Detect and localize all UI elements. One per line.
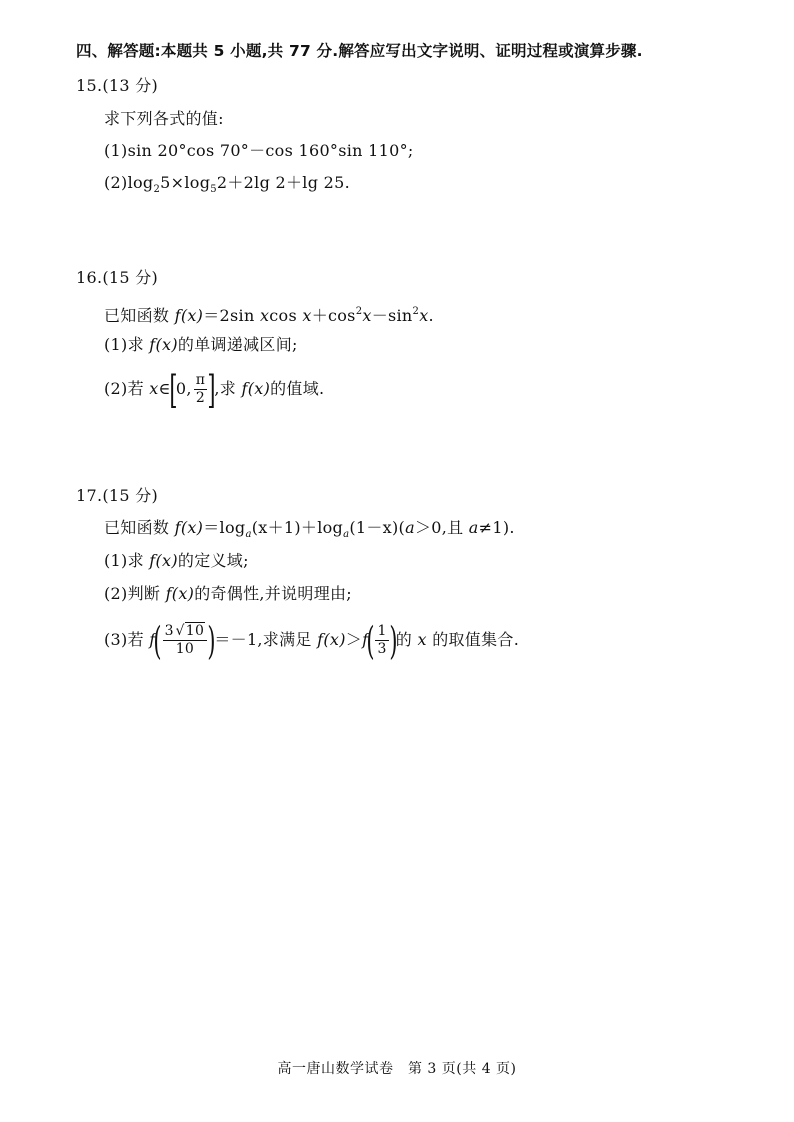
q15-part2-log: log — [127, 173, 154, 192]
fraction-numerator — [163, 623, 208, 641]
q17-number: 17.(15 分) — [76, 486, 159, 505]
q15-part1 — [104, 141, 414, 161]
q15-part2-label: (2) — [104, 173, 128, 192]
q15-part2-base2: 5 — [210, 184, 217, 195]
q17-intro-cond-end: ≠1). — [478, 518, 515, 537]
q16-intro-x: x — [259, 306, 270, 325]
q15-part2 — [104, 173, 350, 200]
q17-part3-fraction — [163, 623, 208, 658]
q17-intro — [104, 518, 515, 545]
q17-part3-left-paren: ( — [366, 618, 376, 663]
numerator-coefficient: 3 — [164, 623, 174, 639]
radicand: 10 — [185, 623, 205, 639]
q15-part2-rest: 2＋2lg 2＋lg 25. — [216, 173, 350, 192]
q17-part3-x: x — [417, 630, 427, 649]
q16-part2-f: f(x) — [241, 379, 271, 398]
fraction-denominator: 3 — [377, 641, 387, 657]
q17-part3-left-paren: ( — [153, 618, 163, 663]
q17-intro-eq: ＝log — [203, 518, 246, 537]
q17-intro-cond: ＞0,且 — [414, 518, 469, 537]
q17-intro-f: f(x) — [174, 518, 204, 537]
fraction-denominator: 10 — [175, 641, 195, 657]
q15-part1-expr: sin 20°cos 70°－cos 160°sin 110°; — [127, 141, 414, 160]
q17-intro-base: a — [245, 529, 252, 540]
q17-part3-gt: ＞ — [345, 630, 363, 649]
q16-intro-x: x — [302, 306, 312, 325]
q17-intro-base: a — [343, 529, 350, 540]
q16-intro-cos: cos — [269, 306, 303, 325]
q16-intro-exp: 2 — [412, 306, 420, 317]
q16-part2-right-bracket: ] — [207, 367, 216, 412]
q16-intro-exp: 2 — [355, 306, 363, 317]
q15-intro: 求下列各式的值: — [104, 109, 224, 128]
q17-part3-right-paren: ) — [389, 618, 398, 663]
q16-intro-text: 已知函数 — [104, 306, 175, 325]
q16-part2-left-bracket: [ — [169, 367, 178, 412]
q16-intro-eq: ＝2sin — [203, 306, 260, 325]
q17-part3-f: f — [362, 630, 369, 649]
q16-part2-mid: ,求 — [214, 379, 242, 398]
q16-part1-rest: 的单调递减区间; — [177, 335, 298, 354]
q16-number: 16.(15 分) — [76, 268, 159, 287]
sqrt-icon: √10 — [175, 623, 205, 639]
q17-intro-a: a — [405, 518, 415, 537]
fraction-numerator: π — [195, 372, 206, 388]
q17-part3-end: 的 — [395, 630, 418, 649]
q17-part1-f: f(x) — [149, 551, 178, 570]
q17-intro-arg1: (x＋1)＋log — [251, 518, 344, 537]
q15-part2-base1: 2 — [153, 184, 161, 195]
q16-part2-label: (2)若 — [104, 379, 150, 398]
q16-intro-x: x — [419, 306, 429, 325]
q16-intro-f: f(x) — [174, 306, 204, 325]
page-footer: 高一唐山数学试卷 第 3 页(共 4 页) — [277, 1061, 517, 1077]
q16-intro-minus-sin: －sin — [371, 306, 413, 325]
q15-part2-mid: 5×log — [160, 173, 211, 192]
q16-part2-rest: 的值域. — [270, 379, 325, 398]
q17-part2-f: f(x) — [165, 584, 195, 603]
section-header: 四、解答题:本题共 5 小题,共 77 分.解答应写出文字说明、证明过程或演算步骤. — [76, 42, 643, 60]
q15-number: 15.(13 分) — [76, 76, 159, 95]
q16-part2-fraction — [194, 372, 208, 407]
q17-part3-rest: 的取值集合. — [426, 630, 520, 649]
q16-intro-x: x — [362, 306, 372, 325]
q17-part3-fraction-small — [375, 623, 388, 658]
q17-part2-label: (2)判断 — [104, 584, 166, 603]
fraction-denominator: 2 — [195, 390, 206, 406]
q16-part2-in: ∈ — [158, 379, 171, 398]
q16-part1 — [104, 335, 298, 355]
q17-part3-right-paren: ) — [207, 618, 216, 663]
q17-intro-arg2: (1－x)( — [349, 518, 406, 537]
q16-part2-x: x — [149, 379, 159, 398]
q16-part1-f: f(x) — [149, 335, 178, 354]
q17-intro-text: 已知函数 — [104, 518, 175, 537]
q17-part1-rest: 的定义域; — [177, 551, 249, 570]
q17-part2-rest: 的奇偶性,并说明理由; — [194, 584, 352, 603]
q17-intro-a: a — [468, 518, 479, 537]
q16-intro-end: . — [428, 306, 434, 325]
q16-part1-label: (1)求 — [104, 335, 150, 354]
q17-part1-label: (1)求 — [104, 551, 150, 570]
q16-part2 — [104, 367, 325, 412]
q17-part2 — [104, 584, 352, 604]
q17-part3-fx: f(x) — [317, 630, 346, 649]
q16-intro — [104, 302, 434, 326]
q15-part1-label: (1) — [104, 141, 128, 160]
q17-part3 — [104, 618, 520, 663]
q17-part3-label: (3)若 — [104, 630, 150, 649]
q16-intro-plus-cos: ＋cos — [311, 306, 356, 325]
q17-part3-eq: ＝－1,求满足 — [214, 630, 318, 649]
q17-part1 — [104, 551, 249, 571]
fraction-numerator: 1 — [377, 623, 387, 639]
q17-part3-f: f — [149, 630, 156, 649]
q16-part2-zero: 0, — [175, 379, 192, 398]
